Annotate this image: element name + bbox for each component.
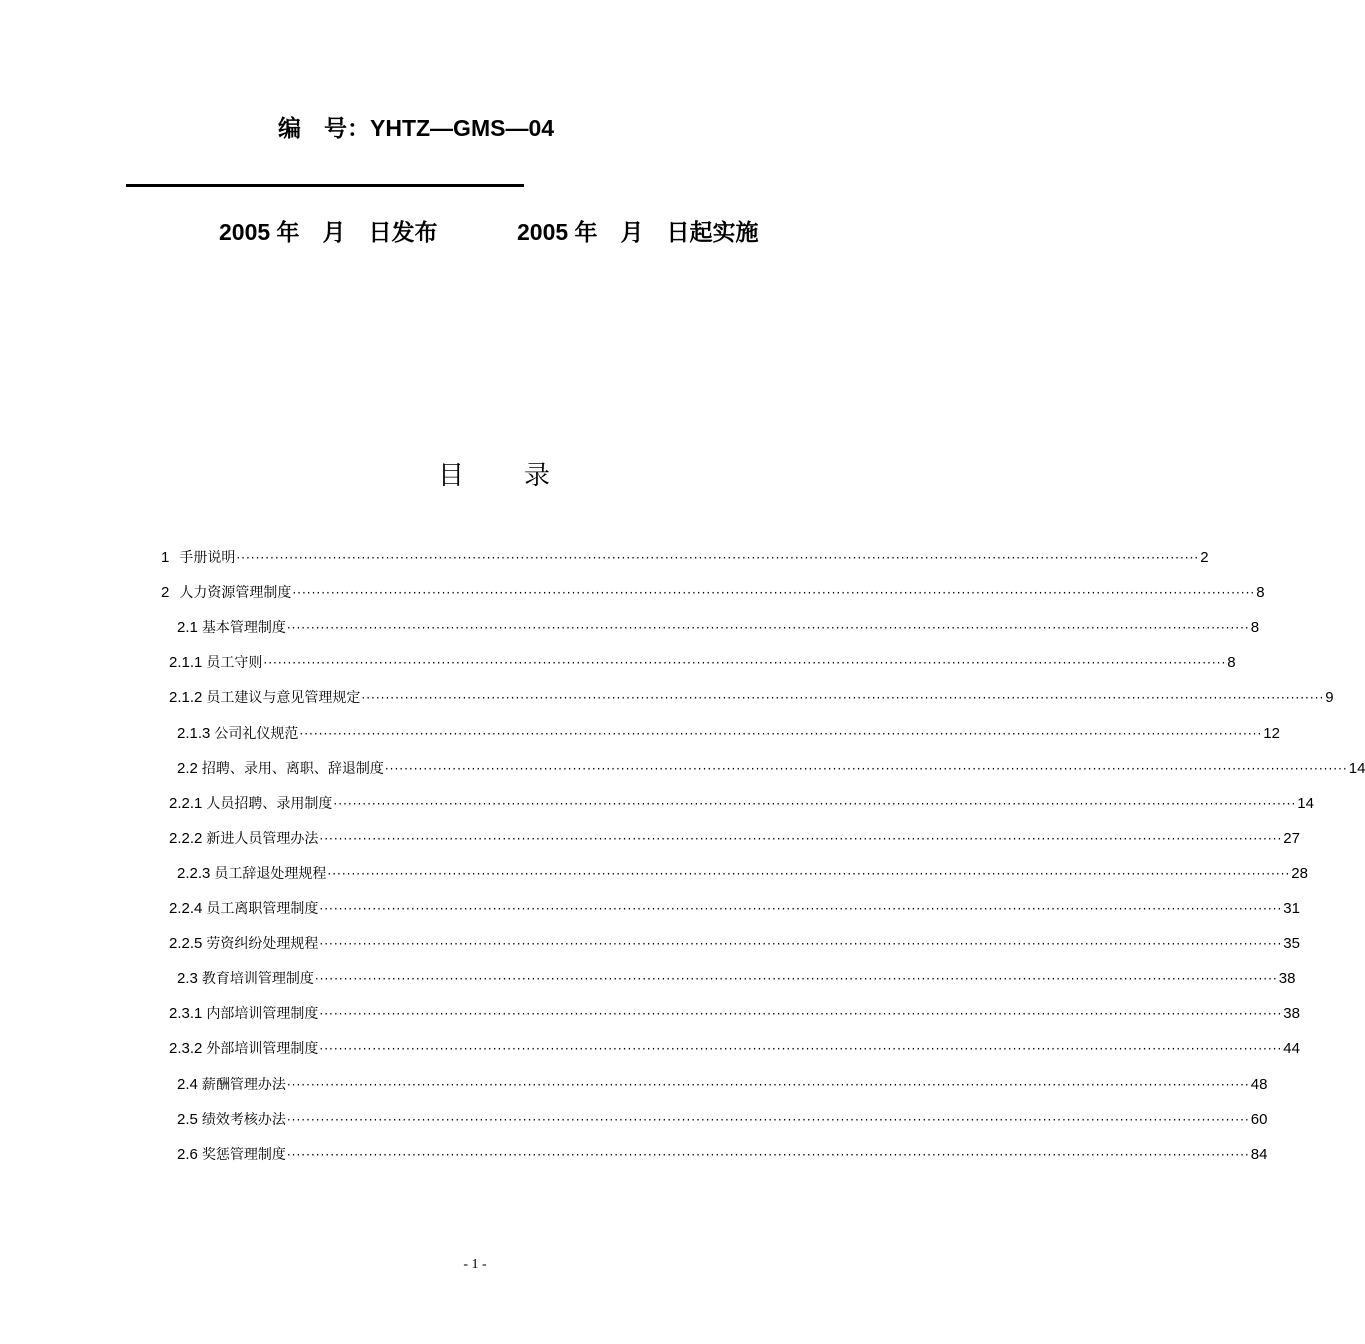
toc-entry-number: 2.2 bbox=[177, 759, 198, 777]
toc-entry-page: 38 bbox=[1283, 1005, 1300, 1023]
toc-entry-leader: ········································································································································································································ bbox=[286, 621, 1250, 636]
toc-entry-leader: ········································································································································································································ bbox=[327, 866, 1291, 881]
toc-entry-number: 2.1.3 bbox=[177, 724, 211, 742]
toc-entry-title: 员工离职管理制度 bbox=[206, 901, 319, 917]
toc-entry-number: 2.6 bbox=[177, 1145, 198, 1163]
toc-entry-title: 手册说明 bbox=[179, 550, 236, 566]
toc-entry-page: 9 bbox=[1325, 689, 1334, 707]
toc-entry[interactable] bbox=[177, 723, 1280, 745]
toc-entry-page: 14 bbox=[1348, 759, 1365, 777]
toc-entry-title: 基本管理制度 bbox=[201, 620, 286, 637]
toc-entry-number: 2 bbox=[161, 584, 170, 602]
toc-entry-leader: ········································································································································································································ bbox=[314, 972, 1278, 987]
toc-title-2: 录 bbox=[524, 461, 551, 491]
toc-entry-number: 2.1.2 bbox=[169, 689, 203, 707]
toc-title-1: 目 bbox=[438, 461, 465, 491]
toc-entry[interactable] bbox=[177, 1074, 1268, 1096]
toc-entry-page: 8 bbox=[1256, 584, 1265, 602]
toc-entry[interactable] bbox=[169, 652, 1236, 674]
toc-entry-page: 48 bbox=[1250, 1075, 1268, 1093]
document-number-value: YHTZ—GMS—04 bbox=[370, 115, 555, 141]
toc-entry[interactable] bbox=[177, 1109, 1268, 1131]
document-number-label: 编 号： bbox=[278, 115, 370, 141]
toc-entry-page: 38 bbox=[1278, 970, 1296, 988]
toc-entry-title: 劳资纠纷处理规程 bbox=[206, 936, 319, 953]
toc-entry-title: 人力资源管理制度 bbox=[179, 585, 292, 602]
toc-entry-number: 2.2.2 bbox=[169, 829, 203, 847]
toc-entry-page: 60 bbox=[1250, 1110, 1268, 1128]
page-number: - 1 - bbox=[463, 1257, 487, 1272]
toc-entry-number: 2.2.4 bbox=[169, 900, 203, 917]
toc-entry[interactable] bbox=[169, 793, 1314, 815]
toc-entry[interactable] bbox=[169, 898, 1300, 920]
toc-entry-page: 2 bbox=[1200, 549, 1209, 566]
toc-entry-number: 1 bbox=[161, 549, 170, 566]
toc-entry-title: 招聘、录用、离职、辞退制度 bbox=[201, 760, 384, 777]
toc-entry-title: 员工守则 bbox=[206, 655, 263, 672]
toc-entry-number: 2.4 bbox=[177, 1075, 198, 1093]
effective-date: 2005 年 月 日起实施 bbox=[517, 219, 759, 245]
toc-entry-page: 35 bbox=[1283, 935, 1300, 953]
toc-entry[interactable] bbox=[177, 617, 1260, 639]
toc-entry-leader: ········································································································································································································ bbox=[236, 551, 1200, 565]
toc-entry-leader: ········································································································································································································ bbox=[286, 1112, 1250, 1127]
toc-entry-title: 新进人员管理办法 bbox=[206, 830, 319, 847]
toc-entry-number: 2.3.2 bbox=[169, 1040, 203, 1058]
toc-entry[interactable] bbox=[177, 1144, 1268, 1166]
toc-entry-leader: ········································································································································································································ bbox=[286, 1077, 1250, 1092]
toc-entry-leader: ········································································································································································································ bbox=[292, 586, 1256, 601]
toc-entry[interactable] bbox=[177, 968, 1296, 990]
toc-entry-leader: ········································································································································································································ bbox=[319, 1007, 1283, 1022]
toc-entry-page: 8 bbox=[1227, 654, 1236, 672]
toc-entry[interactable] bbox=[161, 582, 1265, 604]
toc-entry-title: 外部培训管理制度 bbox=[206, 1041, 319, 1058]
toc-entry-number: 2.3.1 bbox=[169, 1005, 203, 1023]
toc-entry-leader: ········································································································································································································ bbox=[299, 726, 1263, 741]
toc-entry[interactable] bbox=[169, 828, 1300, 850]
toc-entry-page: 12 bbox=[1263, 724, 1280, 742]
toc-entry[interactable] bbox=[177, 758, 1365, 780]
toc-entry[interactable] bbox=[169, 933, 1300, 955]
toc-entry-leader: ········································································································································································································ bbox=[286, 1147, 1250, 1162]
toc-entry-title: 员工建议与意见管理规定 bbox=[206, 690, 361, 707]
toc-entry[interactable] bbox=[177, 863, 1308, 885]
toc-entry-leader: ········································································································································································································ bbox=[319, 902, 1283, 916]
toc-entry-leader: ········································································································································································································ bbox=[333, 796, 1297, 811]
toc-entry-number: 2.5 bbox=[177, 1110, 198, 1128]
issue-date: 2005 年 月 日发布 bbox=[219, 219, 438, 245]
toc-entry-number: 2.3 bbox=[177, 970, 198, 988]
toc-entry[interactable] bbox=[169, 1003, 1300, 1025]
toc-entry[interactable] bbox=[169, 687, 1334, 709]
toc-entry[interactable] bbox=[169, 1038, 1300, 1060]
toc-entry-leader: ········································································································································································································ bbox=[319, 937, 1283, 952]
toc-entry-leader: ········································································································································································································ bbox=[384, 761, 1348, 776]
toc-entry-title: 人员招聘、录用制度 bbox=[206, 795, 333, 812]
toc-entry-title: 员工辞退处理规程 bbox=[214, 865, 327, 882]
toc-entry-number: 2.1.1 bbox=[169, 654, 203, 672]
toc-entry-number: 2.2.5 bbox=[169, 935, 203, 953]
toc-entry[interactable] bbox=[161, 547, 1209, 569]
toc-entry-leader: ········································································································································································································ bbox=[319, 831, 1283, 846]
toc-entry-page: 8 bbox=[1250, 619, 1260, 637]
toc-entry-number: 2.1 bbox=[177, 619, 198, 637]
toc-entry-page: 44 bbox=[1283, 1040, 1300, 1058]
toc-entry-leader: ········································································································································································································ bbox=[263, 656, 1227, 671]
toc-entry-page: 31 bbox=[1283, 900, 1300, 917]
toc-entry-title: 内部培训管理制度 bbox=[206, 1006, 319, 1023]
toc-entry-page: 84 bbox=[1250, 1145, 1268, 1163]
toc-entry-leader: ········································································································································································································ bbox=[319, 1042, 1283, 1057]
toc-entry-page: 28 bbox=[1291, 864, 1308, 882]
toc-entry-title: 公司礼仪规范 bbox=[214, 725, 299, 742]
toc-entry-title: 绩效考核办法 bbox=[201, 1111, 286, 1128]
toc-entry-title: 薪酬管理办法 bbox=[201, 1076, 286, 1093]
toc-entry-title: 奖惩管理制度 bbox=[201, 1146, 286, 1163]
toc-entry-page: 27 bbox=[1283, 829, 1300, 847]
toc-entry-leader: ········································································································································································································ bbox=[361, 691, 1325, 706]
toc-entry-number: 2.2.3 bbox=[177, 864, 211, 882]
toc-entry-title: 教育培训管理制度 bbox=[201, 971, 314, 988]
toc-entry-page: 14 bbox=[1297, 794, 1314, 812]
toc-entry-number: 2.2.1 bbox=[169, 794, 203, 812]
